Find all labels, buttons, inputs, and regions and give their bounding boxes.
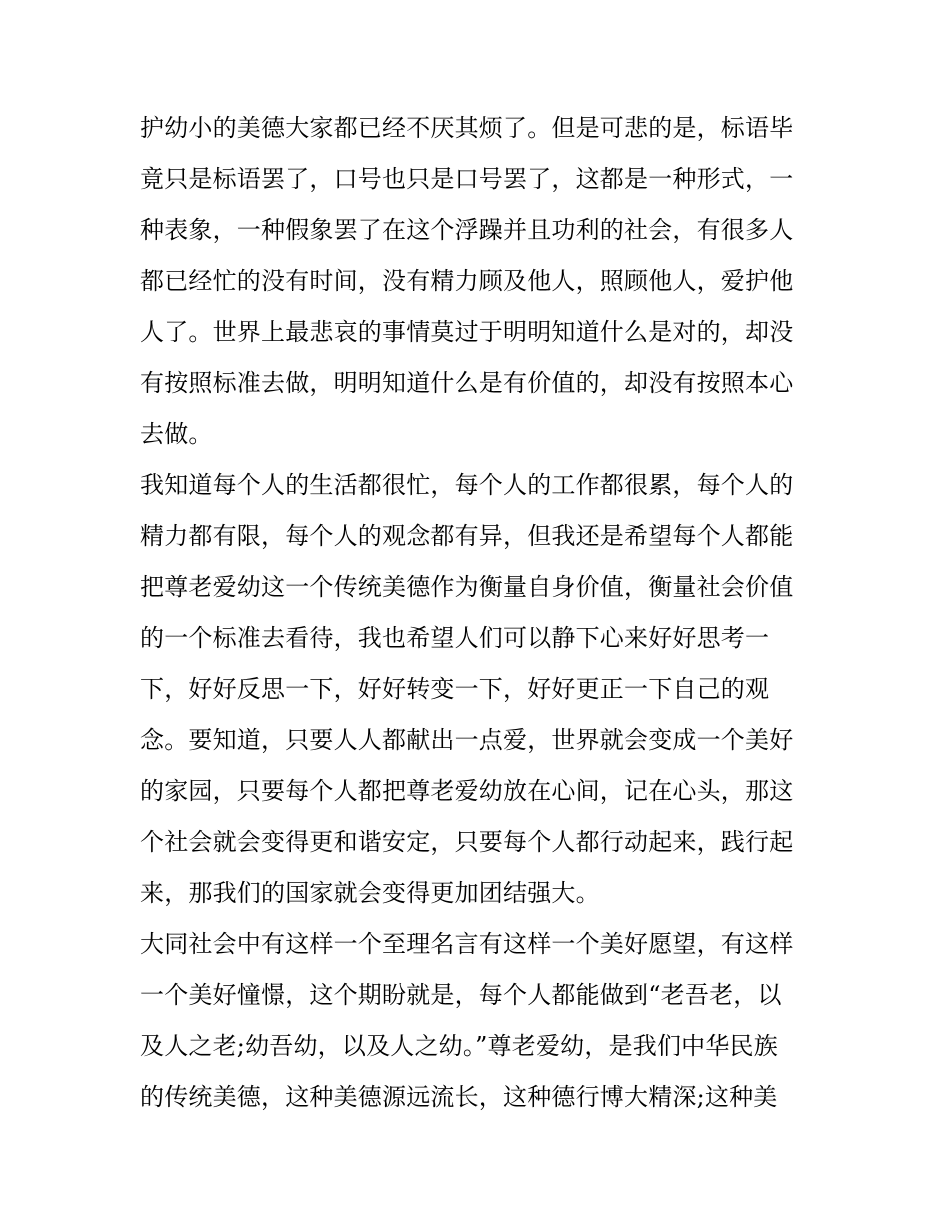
text-line: 我知道每个人的生活都很忙，每个人的工作都很累，每个人的 [140,471,794,499]
text-line: 去做。 [140,420,213,448]
text-line: 的传统美德，这种美德源远流长，这种德行博大精深;这种美 [140,1083,778,1111]
text-line: 精力都有限，每个人的观念都有异，但我还是希望每个人都能 [140,522,794,550]
text-line: 护幼小的美德大家都已经不厌其烦了。但是可悲的是，标语毕 [140,114,794,142]
text-line: 都已经忙的没有时间，没有精力顾及他人，照顾他人，爱护他 [140,267,794,295]
text-line: 个社会就会变得更和谐安定，只要每个人都行动起来，践行起 [140,828,794,856]
body-text [140,103,820,1123]
text-line: 种表象，一种假象罢了在这个浮躁并且功利的社会，有很多人 [140,216,794,244]
text-line: 竟只是标语罢了，口号也只是口号罢了，这都是一种形式，一 [140,165,794,193]
text-line: 人了。世界上最悲哀的事情莫过于明明知道什么是对的，却没 [140,318,794,346]
text-line: 下，好好反思一下，好好转变一下，好好更正一下自己的观 [140,675,770,703]
text-line: 念。要知道，只要人人都献出一点爱，世界就会变成一个美好 [140,726,794,754]
text-line: 的一个标准去看待，我也希望人们可以静下心来好好思考一 [140,624,770,652]
text-line: 大同社会中有这样一个至理名言有这样一个美好愿望，有这样 [140,930,794,958]
text-line: 一个美好憧憬，这个期盼就是，每个人都能做到“老吾老，以 [140,981,782,1009]
text-line: 的家园，只要每个人都把尊老爱幼放在心间，记在心头，那这 [140,777,794,805]
text-line: 及人之老;幼吾幼，以及人之幼。”尊老爱幼，是我们中华民族 [140,1032,778,1060]
text-line: 把尊老爱幼这一个传统美德作为衡量自身价值，衡量社会价值 [140,573,794,601]
text-line: 有按照标准去做，明明知道什么是有价值的，却没有按照本心 [140,369,794,397]
text-line: 来，那我们的国家就会变得更加团结强大。 [140,879,600,907]
